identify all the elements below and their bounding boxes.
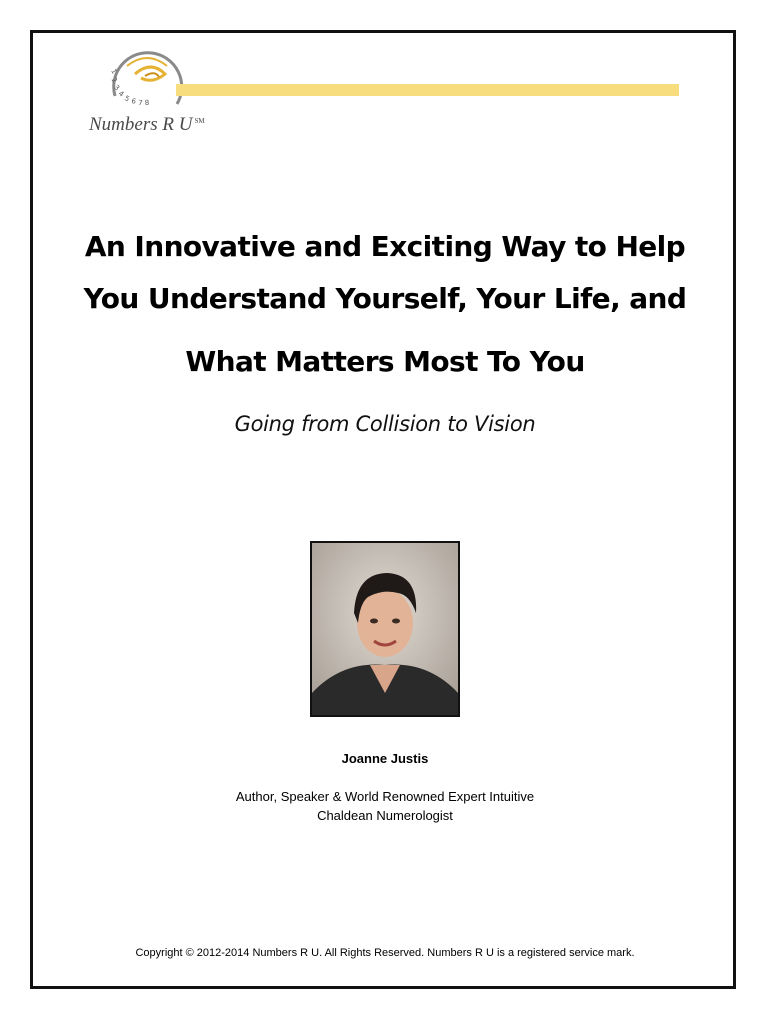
title-line-2: You Understand Yourself, Your Life, and bbox=[83, 282, 687, 315]
svg-text:7: 7 bbox=[137, 98, 143, 108]
header-accent-bar bbox=[176, 84, 679, 96]
page-border bbox=[30, 30, 736, 989]
title-line-1: An Innovative and Exciting Way to Help bbox=[84, 230, 686, 263]
svg-text:4: 4 bbox=[117, 89, 126, 99]
svg-text:8: 8 bbox=[144, 98, 150, 108]
logo-emblem-icon bbox=[105, 44, 205, 116]
svg-text:3: 3 bbox=[112, 83, 121, 93]
author-photo bbox=[310, 541, 460, 717]
logo-wordmark: Numbers R U ℠ bbox=[89, 114, 205, 135]
svg-text:5: 5 bbox=[123, 94, 131, 104]
svg-text:6: 6 bbox=[130, 96, 137, 106]
author-title-line-2: Chaldean Numerologist bbox=[317, 808, 453, 823]
subtitle: Going from Collision to Vision bbox=[234, 412, 536, 436]
author-portrait-icon bbox=[312, 543, 458, 715]
title-line-3: What Matters Most To You bbox=[185, 345, 585, 378]
copyright-notice: Copyright © 2012-2014 Numbers R U. All Rights Reserved. Numbers R U is a registered service mark. bbox=[135, 947, 635, 959]
svg-text:2: 2 bbox=[109, 76, 119, 85]
author-title-line-1: Author, Speaker & World Renowned Expert Intuitive bbox=[235, 789, 535, 804]
svg-text:1: 1 bbox=[109, 67, 119, 76]
author-name: Joanne Justis bbox=[341, 751, 429, 766]
